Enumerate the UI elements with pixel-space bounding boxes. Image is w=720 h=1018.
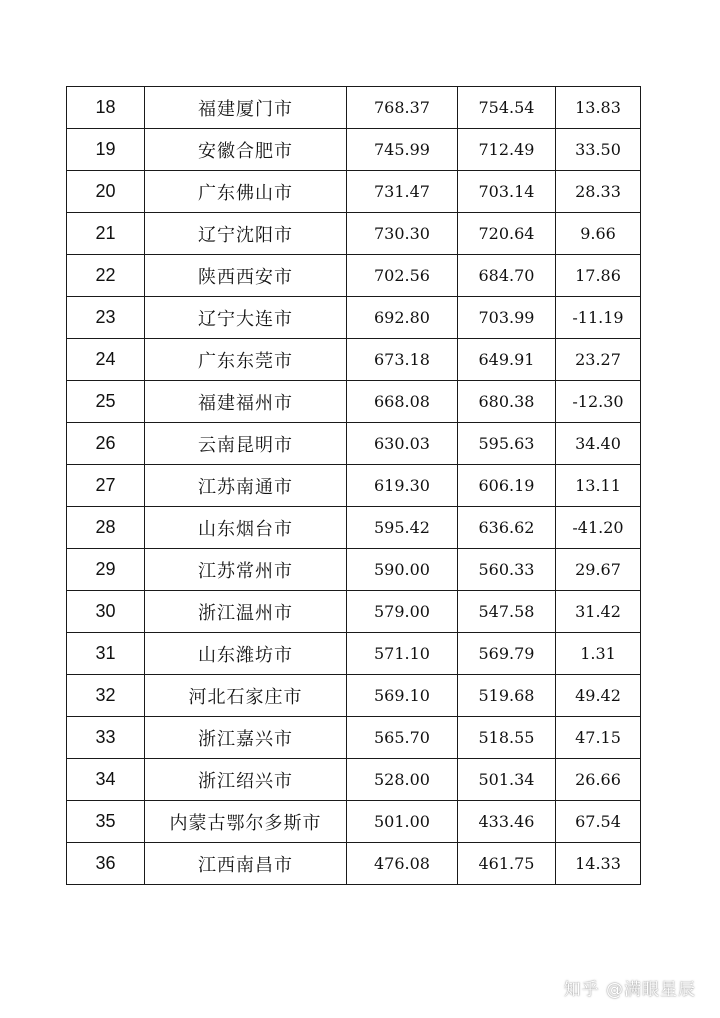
- difference-cell: 67.54: [556, 801, 641, 843]
- difference-cell: 9.66: [556, 213, 641, 255]
- value-cell-2: 501.34: [458, 759, 556, 801]
- value-cell-2: 519.68: [458, 675, 556, 717]
- table-row: [67, 297, 641, 339]
- rank-cell: 28: [67, 507, 145, 549]
- rank-cell: 29: [67, 549, 145, 591]
- table-row: [67, 339, 641, 381]
- city-cell: 浙江绍兴市: [145, 759, 347, 801]
- table-row: [67, 465, 641, 507]
- difference-cell: 33.50: [556, 129, 641, 171]
- value-cell-2: 518.55: [458, 717, 556, 759]
- value-cell-2: 636.62: [458, 507, 556, 549]
- difference-cell: 49.42: [556, 675, 641, 717]
- table-row: [67, 129, 641, 171]
- value-cell-2: 712.49: [458, 129, 556, 171]
- difference-cell: 28.33: [556, 171, 641, 213]
- rank-cell: 25: [67, 381, 145, 423]
- value-cell-1: 590.00: [347, 549, 458, 591]
- city-cell: 浙江嘉兴市: [145, 717, 347, 759]
- value-cell-1: 528.00: [347, 759, 458, 801]
- value-cell-2: 461.75: [458, 843, 556, 885]
- value-cell-1: 630.03: [347, 423, 458, 465]
- city-cell: 江苏南通市: [145, 465, 347, 507]
- table-row: [67, 843, 641, 885]
- difference-cell: 14.33: [556, 843, 641, 885]
- difference-cell: 13.83: [556, 87, 641, 129]
- value-cell-2: 595.63: [458, 423, 556, 465]
- city-cell: 江苏常州市: [145, 549, 347, 591]
- value-cell-2: 433.46: [458, 801, 556, 843]
- value-cell-1: 579.00: [347, 591, 458, 633]
- city-cell: 安徽合肥市: [145, 129, 347, 171]
- value-cell-2: 680.38: [458, 381, 556, 423]
- value-cell-1: 702.56: [347, 255, 458, 297]
- difference-cell: 13.11: [556, 465, 641, 507]
- table-row: [67, 591, 641, 633]
- value-cell-2: 547.58: [458, 591, 556, 633]
- value-cell-1: 571.10: [347, 633, 458, 675]
- rank-cell: 19: [67, 129, 145, 171]
- value-cell-1: 692.80: [347, 297, 458, 339]
- value-cell-2: 649.91: [458, 339, 556, 381]
- city-cell: 山东潍坊市: [145, 633, 347, 675]
- rank-cell: 23: [67, 297, 145, 339]
- city-cell: 云南昆明市: [145, 423, 347, 465]
- value-cell-1: 730.30: [347, 213, 458, 255]
- rank-cell: 27: [67, 465, 145, 507]
- table-row: [67, 549, 641, 591]
- rank-cell: 35: [67, 801, 145, 843]
- difference-cell: 31.42: [556, 591, 641, 633]
- city-cell: 江西南昌市: [145, 843, 347, 885]
- city-cell: 广东东莞市: [145, 339, 347, 381]
- value-cell-2: 703.99: [458, 297, 556, 339]
- difference-cell: 29.67: [556, 549, 641, 591]
- rank-cell: 36: [67, 843, 145, 885]
- difference-cell: -11.19: [556, 297, 641, 339]
- difference-cell: 47.15: [556, 717, 641, 759]
- value-cell-1: 668.08: [347, 381, 458, 423]
- value-cell-2: 560.33: [458, 549, 556, 591]
- city-cell: 山东烟台市: [145, 507, 347, 549]
- city-cell: 内蒙古鄂尔多斯市: [145, 801, 347, 843]
- value-cell-2: 720.64: [458, 213, 556, 255]
- value-cell-1: 731.47: [347, 171, 458, 213]
- value-cell-2: 569.79: [458, 633, 556, 675]
- city-data-table: [66, 86, 641, 885]
- table-row: [67, 213, 641, 255]
- rank-cell: 24: [67, 339, 145, 381]
- city-cell: 河北石家庄市: [145, 675, 347, 717]
- rank-cell: 18: [67, 87, 145, 129]
- rank-cell: 20: [67, 171, 145, 213]
- city-cell: 辽宁沈阳市: [145, 213, 347, 255]
- table-row: [67, 171, 641, 213]
- table-row: [67, 759, 641, 801]
- difference-cell: -41.20: [556, 507, 641, 549]
- difference-cell: 34.40: [556, 423, 641, 465]
- table-row: [67, 381, 641, 423]
- value-cell-2: 606.19: [458, 465, 556, 507]
- rank-cell: 33: [67, 717, 145, 759]
- table-row: [67, 255, 641, 297]
- rank-cell: 22: [67, 255, 145, 297]
- value-cell-2: 684.70: [458, 255, 556, 297]
- rank-cell: 31: [67, 633, 145, 675]
- city-cell: 广东佛山市: [145, 171, 347, 213]
- city-cell: 辽宁大连市: [145, 297, 347, 339]
- value-cell-1: 595.42: [347, 507, 458, 549]
- value-cell-2: 754.54: [458, 87, 556, 129]
- value-cell-1: 501.00: [347, 801, 458, 843]
- table-row: [67, 87, 641, 129]
- value-cell-1: 565.70: [347, 717, 458, 759]
- difference-cell: 26.66: [556, 759, 641, 801]
- table-row: [67, 717, 641, 759]
- value-cell-1: 768.37: [347, 87, 458, 129]
- value-cell-2: 703.14: [458, 171, 556, 213]
- value-cell-1: 745.99: [347, 129, 458, 171]
- table-row: [67, 423, 641, 465]
- rank-cell: 26: [67, 423, 145, 465]
- table-row: [67, 507, 641, 549]
- table-body: [67, 87, 641, 885]
- table-row: [67, 633, 641, 675]
- city-cell: 福建福州市: [145, 381, 347, 423]
- rank-cell: 32: [67, 675, 145, 717]
- value-cell-1: 673.18: [347, 339, 458, 381]
- rank-cell: 30: [67, 591, 145, 633]
- city-cell: 陕西西安市: [145, 255, 347, 297]
- city-cell: 福建厦门市: [145, 87, 347, 129]
- difference-cell: 23.27: [556, 339, 641, 381]
- value-cell-1: 619.30: [347, 465, 458, 507]
- watermark: 知乎 @满眼星辰: [563, 980, 696, 1000]
- value-cell-1: 476.08: [347, 843, 458, 885]
- difference-cell: 1.31: [556, 633, 641, 675]
- city-cell: 浙江温州市: [145, 591, 347, 633]
- value-cell-1: 569.10: [347, 675, 458, 717]
- difference-cell: 17.86: [556, 255, 641, 297]
- rank-cell: 34: [67, 759, 145, 801]
- table-row: [67, 675, 641, 717]
- table-row: [67, 801, 641, 843]
- rank-cell: 21: [67, 213, 145, 255]
- difference-cell: -12.30: [556, 381, 641, 423]
